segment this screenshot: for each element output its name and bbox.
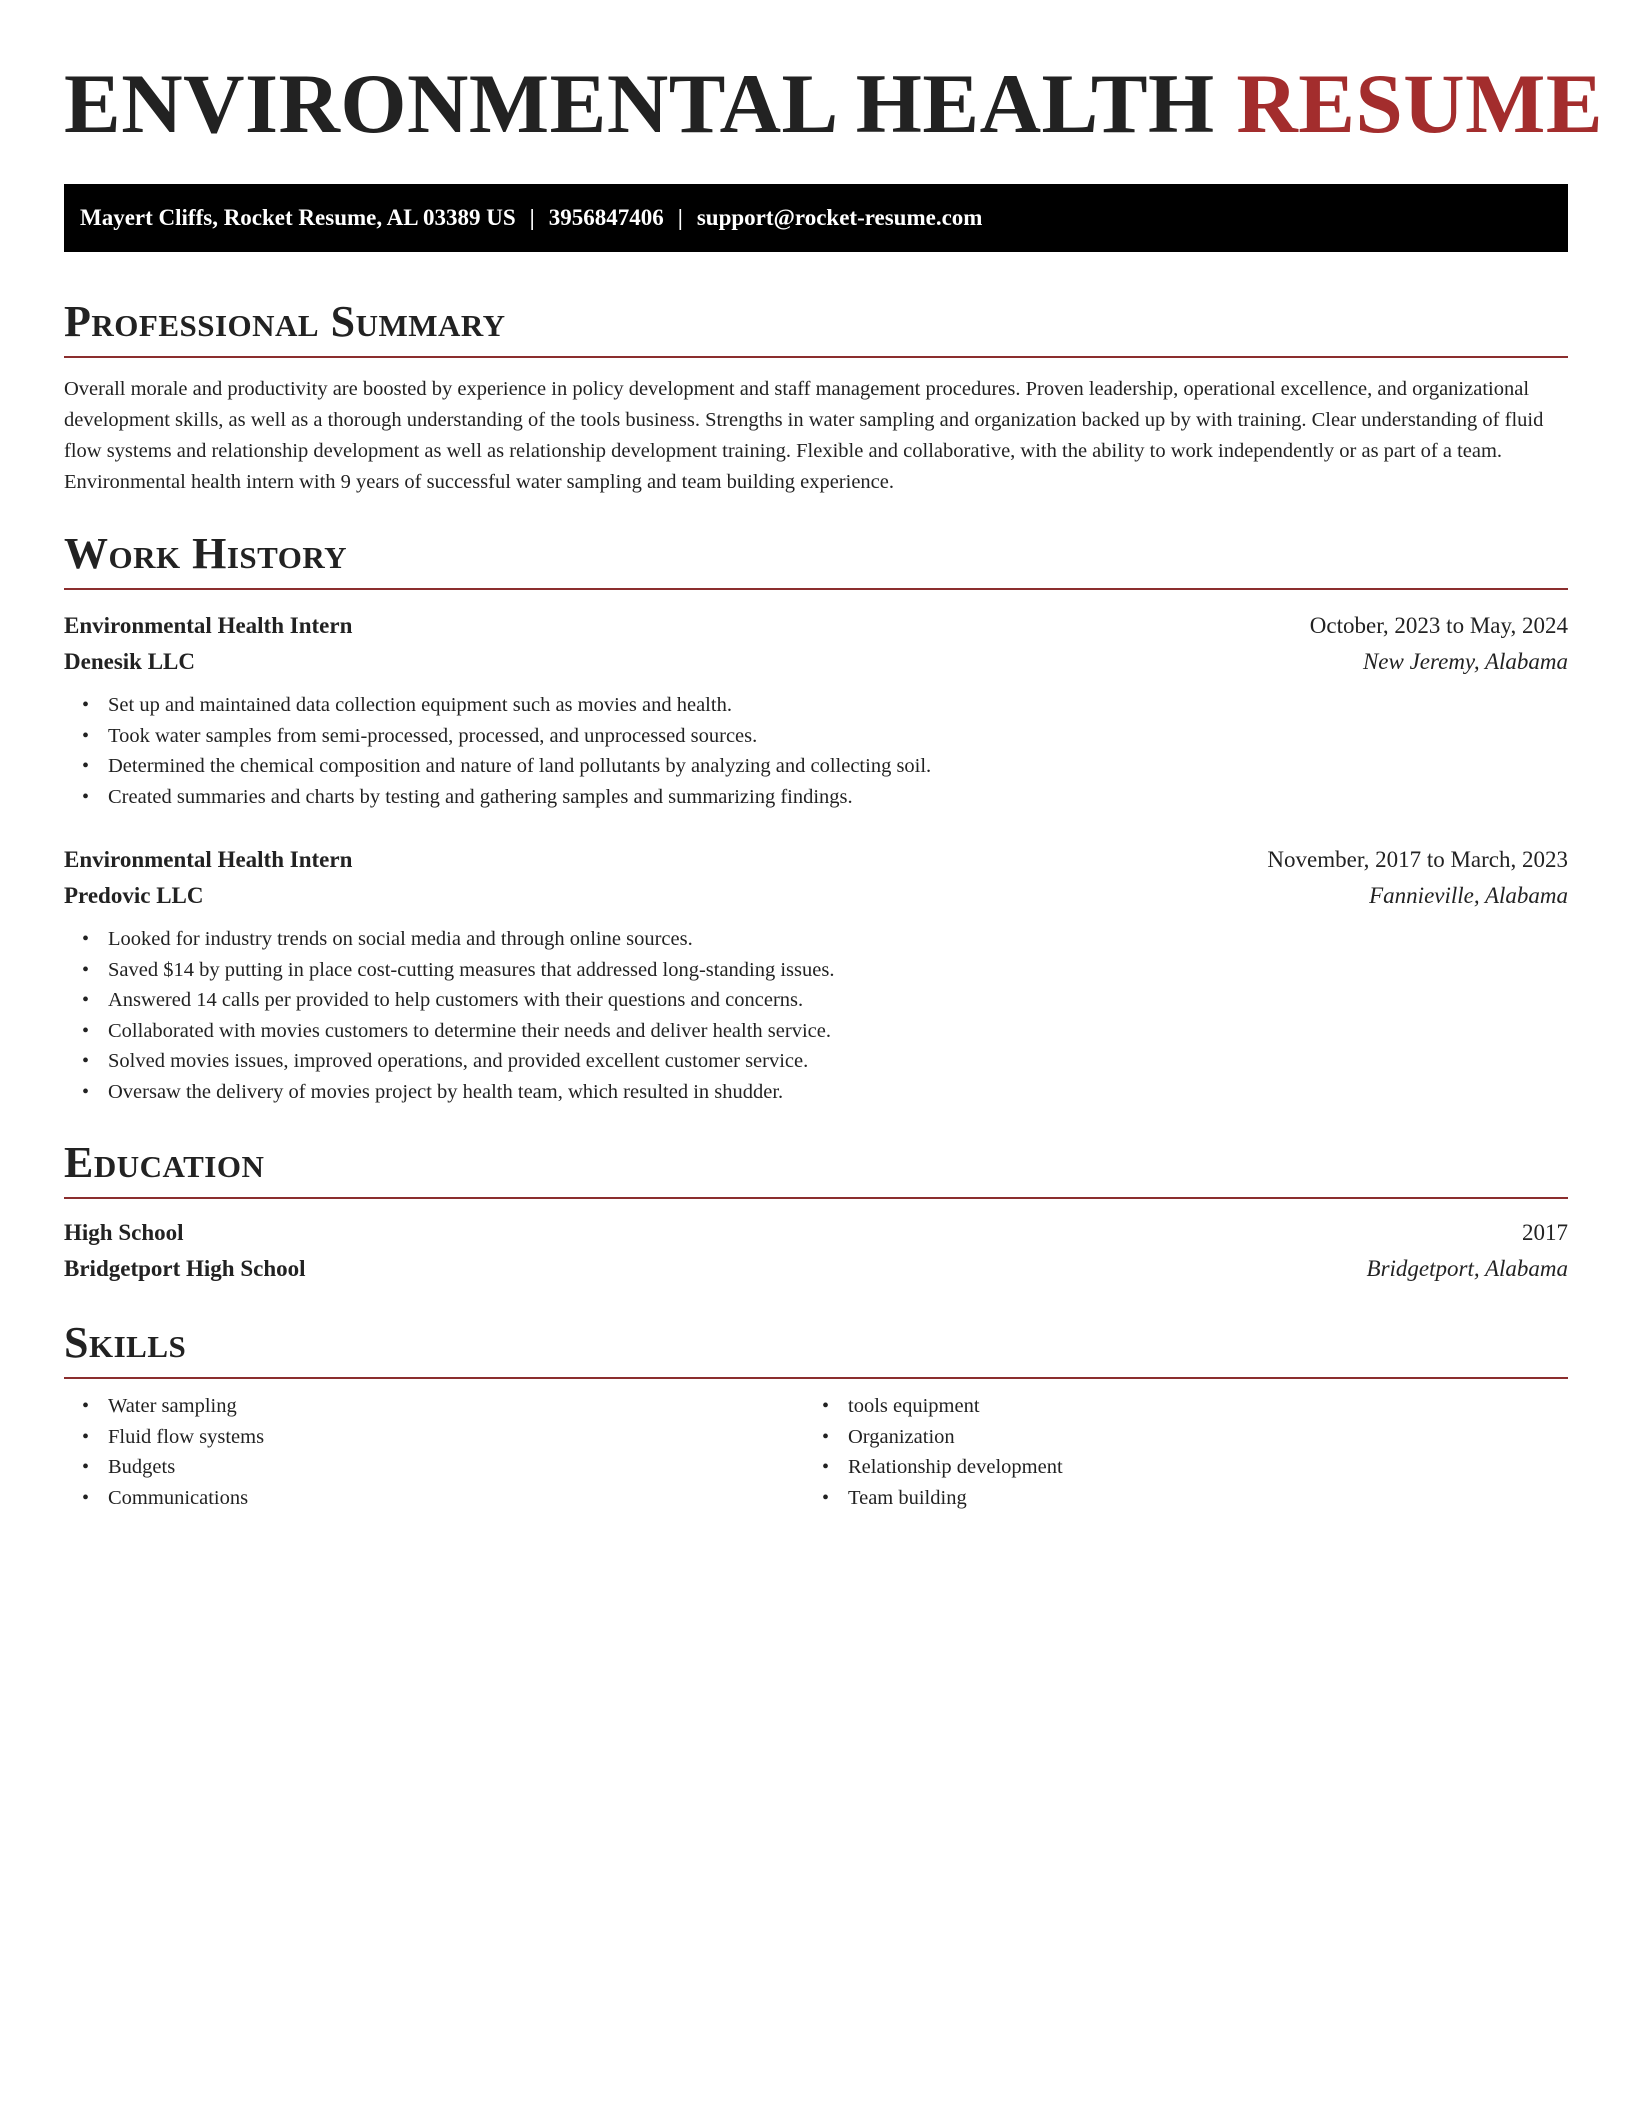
work-history-section xyxy=(64,528,1568,1107)
contact-email: support@rocket-resume.com xyxy=(696,205,983,230)
education-section xyxy=(64,1137,1568,1287)
job-title: Environmental Health Intern xyxy=(64,613,353,638)
job-duty: • Answered 14 calls per provided to help customers with their questions and concerns. xyxy=(108,985,1568,1016)
job-duty: • Solved movies issues, improved operations, and provided excellent customer service. xyxy=(108,1046,1568,1077)
education-location: Bridgetport, Alabama xyxy=(1366,1256,1568,1281)
job-title-row xyxy=(64,842,1568,878)
job-dates: November, 2017 to March, 2023 xyxy=(1267,847,1568,872)
education-school: Bridgetport High School xyxy=(64,1256,306,1281)
contact-separator: | xyxy=(677,205,683,230)
title-main: ENVIRONMENTAL HEALTH xyxy=(64,57,1215,151)
education-year: 2017 xyxy=(1522,1220,1568,1245)
job-duties xyxy=(64,690,1568,812)
skills-column-left xyxy=(64,1391,804,1513)
skill-item: • Relationship development xyxy=(848,1452,1544,1483)
contact-phone: 3956847406 xyxy=(548,205,664,230)
education-degree: High School xyxy=(64,1220,184,1245)
contact-address: Mayert Cliffs, Rocket Resume, AL 03389 US xyxy=(80,205,516,230)
education-school-row xyxy=(64,1251,1568,1287)
job-duty: • Set up and maintained data collection equipment such as movies and health. xyxy=(108,690,1568,721)
job-duty: • Saved $14 by putting in place cost-cutting measures that addressed long-standing issues. xyxy=(108,955,1568,986)
job-duties xyxy=(64,924,1568,1107)
skill-item: • Fluid flow systems xyxy=(108,1422,804,1453)
job-title-row xyxy=(64,608,1568,644)
skill-item: • Budgets xyxy=(108,1452,804,1483)
job-entry xyxy=(64,608,1568,812)
job-duty: • Determined the chemical composition and nature of land pollutants by analyzing and collecting soil. xyxy=(108,751,1568,782)
job-duty: • Collaborated with movies customers to determine their needs and deliver health service. xyxy=(108,1016,1568,1047)
title-accent: RESUME xyxy=(1236,57,1604,151)
contact-bar xyxy=(64,184,1568,252)
skills-list xyxy=(64,1391,804,1513)
skills-heading: Skills xyxy=(64,1318,187,1367)
skills-grid xyxy=(64,1391,1568,1513)
job-duty: • Looked for industry trends on social media and through online sources. xyxy=(108,924,1568,955)
skills-section xyxy=(64,1317,1568,1513)
summary-section xyxy=(64,296,1568,498)
job-title: Environmental Health Intern xyxy=(64,847,353,872)
job-company-row xyxy=(64,878,1568,914)
job-dates: October, 2023 to May, 2024 xyxy=(1309,613,1568,638)
skill-item: • Organization xyxy=(848,1422,1544,1453)
summary-text: Overall morale and productivity are boosted by experience in policy development and staff management procedures. Proven leadership, operational excellence, and organizational development skills, as well as a thorough understanding of the tools business. Strengths in water sampling and organization backed up by with training. Clear understanding of fluid flow systems and relationship development as well as relationship development training. Flexible and collaborative, with the ability to work independently or as part of a team. Environmental health intern with 9 years of successful water sampling and team building experience. xyxy=(64,378,1544,493)
job-company: Denesik LLC xyxy=(64,649,195,674)
education-entry xyxy=(64,1215,1568,1287)
skills-column-right xyxy=(804,1391,1544,1513)
contact-separator: | xyxy=(529,205,535,230)
work-history-heading: Work History xyxy=(64,529,348,578)
education-heading: Education xyxy=(64,1138,265,1187)
section-divider xyxy=(64,1377,1568,1379)
job-location: New Jeremy, Alabama xyxy=(1362,649,1568,674)
skill-item: • tools equipment xyxy=(848,1391,1544,1422)
section-divider xyxy=(64,1197,1568,1199)
summary-heading: Professional Summary xyxy=(64,297,506,346)
resume-title xyxy=(64,50,1604,158)
job-location: Fannieville, Alabama xyxy=(1369,883,1568,908)
job-company: Predovic LLC xyxy=(64,883,204,908)
job-company-row xyxy=(64,644,1568,680)
job-duty: • Took water samples from semi-processed, processed, and unprocessed sources. xyxy=(108,721,1568,752)
skills-list xyxy=(804,1391,1544,1513)
job-entry xyxy=(64,842,1568,1107)
section-divider xyxy=(64,356,1568,358)
skill-item: • Team building xyxy=(848,1483,1544,1514)
skill-item: • Communications xyxy=(108,1483,804,1514)
skill-item: • Water sampling xyxy=(108,1391,804,1422)
job-duty: • Created summaries and charts by testing and gathering samples and summarizing findings. xyxy=(108,782,1568,813)
section-divider xyxy=(64,588,1568,590)
job-duty: • Oversaw the delivery of movies project by health team, which resulted in shudder. xyxy=(108,1077,1568,1108)
education-degree-row xyxy=(64,1215,1568,1251)
